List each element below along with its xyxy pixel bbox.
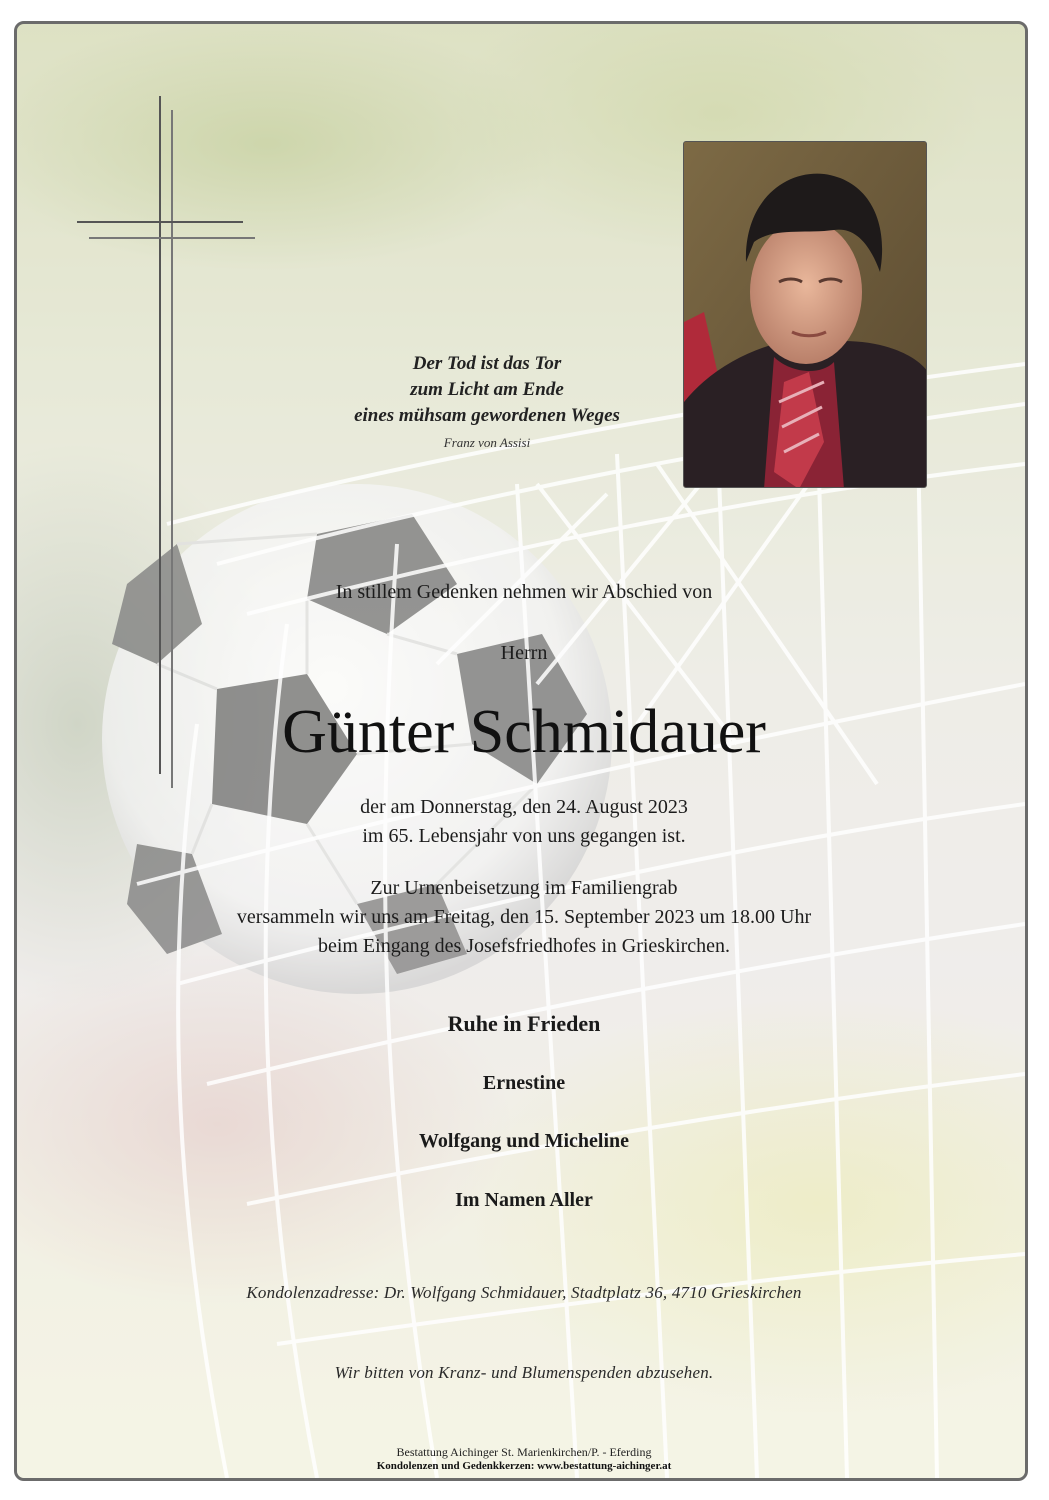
deceased-name: Günter Schmidauer — [282, 698, 766, 766]
burial-date-line: versammeln wir uns am Freitag, den 15. September 2023 um 18.00 Uhr — [236, 906, 812, 928]
mourner-name: Wolfgang und Micheline — [418, 1130, 630, 1152]
condolence-address: Kondolenzadresse: Dr. Wolfgang Schmidauer, Stadtplatz 36, 4710 Grieskirchen — [246, 1283, 802, 1302]
burial-place-line: beim Eingang des Josefsfriedhofes in Grieskirchen. — [317, 935, 731, 957]
undertaker-line: Bestattung Aichinger St. Marienkirchen/P. - Eferding — [396, 1445, 652, 1459]
burial-line: Zur Urnenbeisetzung im Familiengrab — [370, 877, 678, 899]
intro-text: In stillem Gedenken nehmen wir Abschied von — [335, 581, 713, 603]
quote-line: Der Tod ist das Tor — [412, 353, 562, 374]
quote-line: eines mühsam gewordenen Weges — [354, 405, 620, 426]
mourner-name: Im Namen Aller — [455, 1189, 593, 1211]
portrait-photo — [683, 141, 927, 488]
quote-line: zum Licht am Ende — [410, 379, 564, 400]
memorial-quote — [287, 351, 687, 451]
rest-in-peace-text: Ruhe in Frieden — [447, 1011, 601, 1036]
quote-author: Franz von Assisi — [443, 435, 531, 450]
obituary-card — [14, 21, 1028, 1481]
death-date-line: der am Donnerstag, den 24. August 2023 — [360, 796, 688, 818]
mourner-name: Ernestine — [482, 1072, 566, 1094]
website-line: Kondolenzen und Gedenkkerzen: www.bestattung-aichinger.at — [376, 1460, 672, 1472]
donation-request: Wir bitten von Kranz- und Blumenspenden abzusehen. — [334, 1363, 714, 1382]
age-line: im 65. Lebensjahr von uns gegangen ist. — [362, 825, 686, 847]
salutation-text: Herrn — [500, 642, 548, 664]
